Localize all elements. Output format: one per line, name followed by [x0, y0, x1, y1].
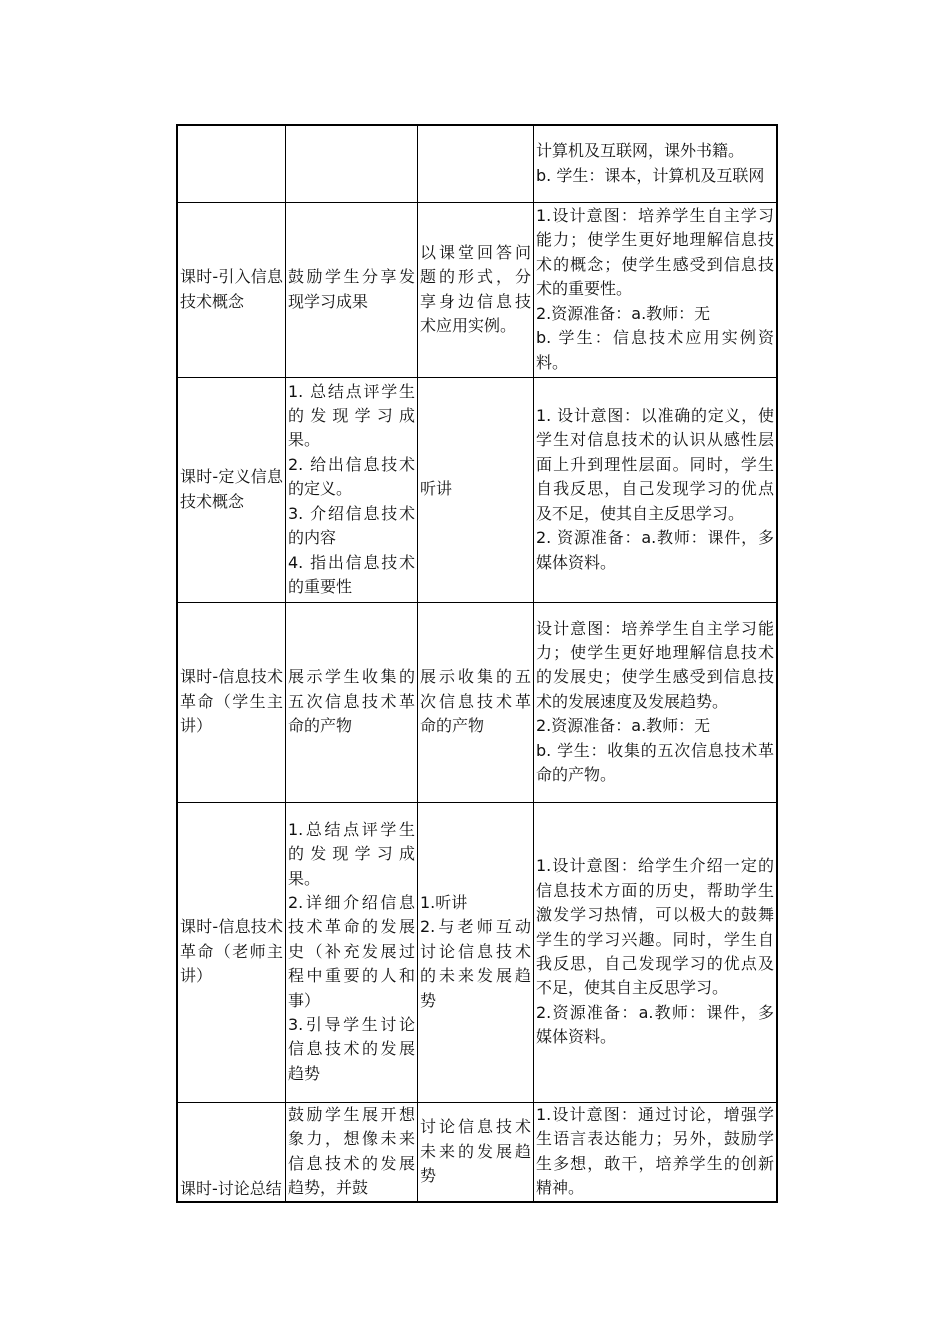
design-line: 1.设计意图：通过讨论，增强学生语言表达能力；另外，鼓励学生多想，敢干，培养学生的创新精神。: [536, 1104, 774, 1198]
teacher-activity-cell: [286, 202, 418, 377]
student-line: 以课堂回答问题的形式，分享身边信息技术应用实例。: [420, 242, 531, 335]
teacher-line: 3.引导学生讨论信息技术的发展趋势: [288, 1015, 415, 1083]
stage-cell: 课时-讨论总结: [177, 1102, 286, 1202]
teacher-line: 展示学生收集的五次信息技术革命的产物: [288, 667, 415, 736]
student-line: 听讲: [420, 479, 453, 499]
design-intent-cell: [534, 377, 778, 602]
table-row: [177, 602, 777, 802]
student-line: 展示收集的五次信息技术革命的产物: [420, 667, 531, 736]
design-intent-cell: [534, 1102, 778, 1202]
teacher-line: 4. 指出信息技术的重要性: [288, 552, 415, 596]
teacher-activity-cell: [286, 125, 418, 202]
table-row: [177, 125, 777, 202]
teacher-line: 鼓励学生分享发现学习成果: [288, 267, 415, 311]
teacher-activity-cell: [286, 602, 418, 802]
design-line: 1.设计意图：给学生介绍一定的信息技术方面的历史，帮助学生激发学习热情，可以极大的鼓舞学生的学习兴趣。同时，学生自我反思，自己发现学习的优点及不足，使其自主反思学习。: [536, 856, 774, 998]
stage-cell: 课时-信息技术革命（老师主讲）: [177, 802, 286, 1102]
design-intent-cell: [534, 202, 778, 377]
design-line: 2.资源准备：a.教师：课件，多媒体资料。: [536, 1002, 774, 1047]
table-row: [177, 802, 777, 1102]
teacher-activity-cell: [286, 377, 418, 602]
design-line: 设计意图：培养学生自主学习能力；使学生更好地理解信息技术的发展史；使学生感受到信息技术的发展速度及发展趋势。: [536, 618, 774, 711]
table-row: [177, 202, 777, 377]
design-line: 2. 资源准备：a.教师：课件，多媒体资料。: [536, 528, 774, 572]
student-activity-cell: [418, 602, 534, 802]
design-line: 2.资源准备：a.教师：无: [536, 716, 711, 736]
teacher-activity-cell: [286, 802, 418, 1102]
teacher-line: 鼓励学生展开想象力，想像未来信息技术的发展趋势，并鼓: [288, 1104, 415, 1198]
design-line: 2.资源准备：a.教师：无: [536, 303, 711, 323]
design-line: b. 学生：课本，计算机及互联网: [536, 165, 765, 185]
stage-cell: 课时-信息技术革命（学生主讲）: [177, 602, 286, 802]
stage-cell: [177, 125, 286, 202]
lesson-plan-table: [176, 124, 778, 1203]
stage-cell: 课时-引入信息技术概念: [177, 202, 286, 377]
design-intent-cell: [534, 802, 778, 1102]
design-line: b. 学生：收集的五次信息技术革命的产物。: [536, 740, 774, 785]
table-row: [177, 377, 777, 602]
table-row: [177, 1102, 777, 1202]
design-intent-cell: [534, 125, 778, 202]
teacher-line: 1. 总结点评学生的发现学习成果。: [288, 381, 415, 450]
student-line: 讨论信息技术未来的发展趋势: [420, 1117, 531, 1185]
student-activity-cell: [418, 125, 534, 202]
student-activity-cell: [418, 802, 534, 1102]
design-line: 1.设计意图：培养学生自主学习能力；使学生更好地理解信息技术的概念；使学生感受到信息技术的重要性。: [536, 206, 774, 299]
student-line: 1.听讲: [420, 892, 468, 912]
design-line: 1. 设计意图：以准确的定义，使学生对信息技术的认识从感性层面上升到理性层面。同时，学生自我反思，自己发现学习的优点及不足，使其自主反思学习。: [536, 406, 774, 523]
design-intent-cell: [534, 602, 778, 802]
stage-cell: 课时-定义信息技术概念: [177, 377, 286, 602]
design-line: b. 学生：信息技术应用实例资料。: [536, 328, 774, 372]
student-activity-cell: [418, 377, 534, 602]
teacher-line: 1.总结点评学生的发现学习成果。: [288, 819, 415, 888]
student-line: 2.与老师互动讨论信息技术的未来发展趋势: [420, 917, 531, 1010]
teacher-line: 3. 介绍信息技术的内容: [288, 503, 415, 548]
teacher-activity-cell: [286, 1102, 418, 1202]
teacher-line: 2. 给出信息技术的定义。: [288, 454, 415, 499]
student-activity-cell: [418, 1102, 534, 1202]
student-activity-cell: [418, 202, 534, 377]
teacher-line: 2.详细介绍信息技术革命的发展史（补充发展过程中重要的人和事）: [288, 892, 415, 1010]
design-line: 计算机及互联网，课外书籍。: [536, 141, 745, 161]
